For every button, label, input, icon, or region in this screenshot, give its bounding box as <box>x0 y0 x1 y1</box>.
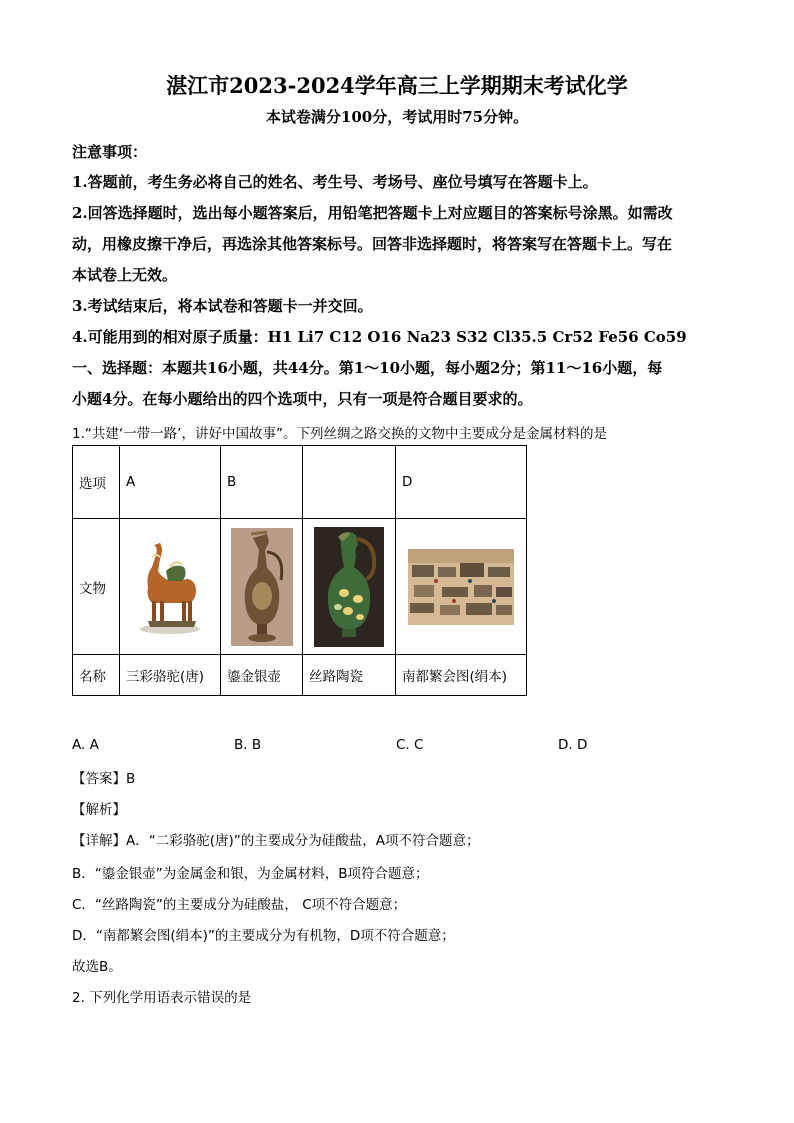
row-label-relic: 文物 <box>73 519 120 655</box>
page-title: 湛江市2023-2024学年高三上学期期末考试化学 <box>166 73 628 98</box>
question-2-stem: 2. 下列化学用语表示错误的是 <box>72 990 252 1006</box>
answer-line: 【答案】B <box>72 771 136 787</box>
notice-item-4: 4.可能用到的相对原子质量：H1 Li7 C12 O16 Na23 S32 Cl35.5 Cr52 Fe56 Co59 <box>72 328 687 346</box>
table-row <box>73 655 527 696</box>
relic-c-cell <box>303 519 396 655</box>
glazed-ceramic-ewer-image <box>314 527 384 647</box>
section-1-intro-line-2: 小题4分。在每小题给出的四个选项中，只有一项是符合题目要求的。 <box>72 390 533 408</box>
choice-c: C. C <box>396 737 424 753</box>
relic-d-name: 南都繁会图(绢本) <box>396 655 527 696</box>
notice-item-2-line-2: 动，用橡皮擦干净后，再选涂其他答案标号。回答非选择题时，将答案写在答题卡上。写在 <box>72 235 673 253</box>
option-d-cell: D <box>396 446 527 519</box>
option-a-cell: A <box>120 446 221 519</box>
relic-d-cell <box>396 519 527 655</box>
choice-a: A. A <box>72 737 99 753</box>
relic-a-cell <box>120 519 221 655</box>
relic-c-name: 丝路陶瓷 <box>303 655 396 696</box>
notice-item-2-line-1: 2.回答选择题时，选出每小题答案后，用铅笔把答题卡上对应题目的答案标号涂黑。如需改 <box>72 204 673 222</box>
exam-info: 本试卷满分100分，考试用时75分钟。 <box>265 108 529 126</box>
choice-b: B. B <box>234 737 262 753</box>
detail-b: B．“鎏金银壶”为金属金和银，为金属材料，B项符合题意； <box>72 866 429 882</box>
detail-d: D．“南都繁会图(绢本)”的主要成分为有机物，D项不符合题意； <box>72 928 455 944</box>
section-1-intro-line-1: 一、选择题：本题共16小题，共44分。第1～10小题，每小题2分；第11～16小题，每 <box>72 359 663 377</box>
table-row <box>73 446 527 519</box>
conclusion: 故选B。 <box>72 959 122 975</box>
option-c-cell <box>303 446 396 519</box>
relic-a-name: 三彩骆驼(唐) <box>120 655 221 696</box>
row-label-name: 名称 <box>73 655 120 696</box>
row-label-option: 选项 <box>73 446 120 519</box>
notice-item-3: 3.考试结束后，将本试卷和答题卡一并交回。 <box>72 297 373 315</box>
notice-heading: 注意事项： <box>72 143 148 161</box>
detail-a: 【详解】A．“二彩骆驼(唐)”的主要成分为硅酸盐，A项不符合题意； <box>72 833 480 849</box>
notice-item-1: 1.答题前，考生务必将自己的姓名、考生号、考场号、座位号填写在答题卡上。 <box>72 173 598 191</box>
detail-c: C．“丝路陶瓷”的主要成分为硅酸盐， C项不符合题意； <box>72 897 407 913</box>
silk-painting-image <box>408 549 514 625</box>
gilt-silver-ewer-image <box>231 528 293 646</box>
relics-table <box>72 445 527 696</box>
analysis-heading: 【解析】 <box>72 802 126 818</box>
table-row <box>73 519 527 655</box>
relic-b-name: 鎏金银壶 <box>221 655 303 696</box>
camel-figurine-image <box>130 537 210 637</box>
choice-d: D. D <box>558 737 588 753</box>
option-b-cell: B <box>221 446 303 519</box>
relic-b-cell <box>221 519 303 655</box>
question-1-stem: 1.“共建‘一带一路’，讲好中国故事”。下列丝绸之路交换的文物中主要成分是金属材料的是 <box>72 426 607 442</box>
notice-item-2-line-3: 本试卷上无效。 <box>72 266 178 284</box>
